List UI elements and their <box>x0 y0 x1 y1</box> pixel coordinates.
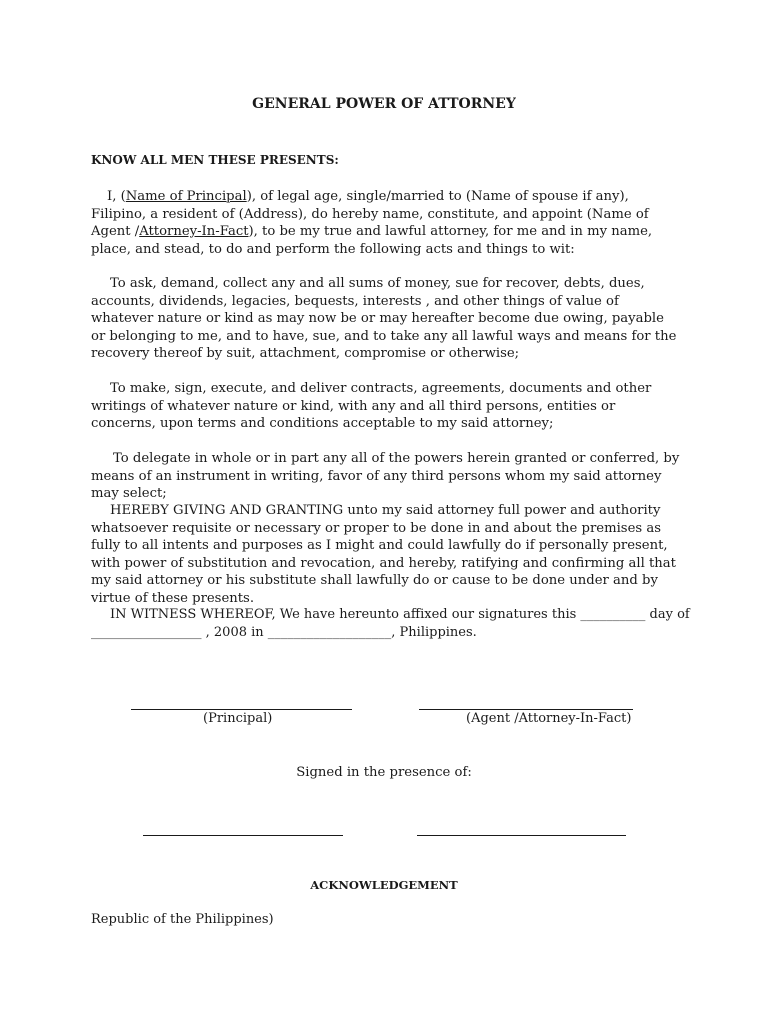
agent-signature-line <box>419 709 633 710</box>
paragraph-delegate: To delegate in whole or in part any all of the powers herein granted or conferred, by means of an instrument in writing, favor of any third persons whom my said attorney may select; <box>91 451 680 501</box>
republic-line: Republic of the Philippines) <box>91 912 274 927</box>
document-title: GENERAL POWER OF ATTORNEY <box>252 96 516 112</box>
opening-heading: KNOW ALL MEN THESE PRESENTS: <box>91 153 339 167</box>
principal-caption: (Principal) <box>203 711 273 726</box>
witness-signature-line-1 <box>143 835 343 836</box>
witness-line-2: _________________ , 2008 in ___________________, Philippines. <box>91 625 477 640</box>
agent-caption: (Agent /Attorney-In-Fact) <box>466 711 632 726</box>
presence-label: Signed in the presence of: <box>296 765 472 780</box>
acknowledgement-heading: ACKNOWLEDGEMENT <box>310 878 458 892</box>
attorney-in-fact-field: Attorney-In-Fact <box>139 224 249 239</box>
witness-line-1: IN WITNESS WHEREOF, We have hereunto affixed our signatures this __________ day of <box>110 607 690 622</box>
principal-signature-line <box>131 709 352 710</box>
paragraph-appointment: I, (Name of Principal), of legal age, single/married to (Name of spouse if any), Filipino, a resident of (Address), do hereby name, constitute, and appoint (Name of Agent /Attorney-In-Fact), to be my true and lawful attorney, for me and in my name, place, and stead, to do and perform the following acts and things to wit: <box>91 189 653 257</box>
paragraph-collect-money: To ask, demand, collect any and all sums of money, sue for recover, debts, dues, accounts, dividends, legacies, bequests, interests , and other things of value of whatever nature or kind as may now be or may hereafter become due owing, payable or belonging to me, and to have, sue, and to take any all lawful ways and means for the recovery thereof by suit, attachment, compromise or otherwise; <box>91 276 677 361</box>
paragraph-contracts: To make, sign, execute, and deliver contracts, agreements, documents and other writings of whatever nature or kind, with any and all third persons, entities or concerns, upon terms and conditions acceptable to my said attorney; <box>91 381 652 431</box>
name-of-principal-field: Name of Principal <box>125 189 247 204</box>
paragraph-granting: HEREBY GIVING AND GRANTING unto my said attorney full power and authority whatsoever requisite or necessary or proper to be done in and about the premises as fully to all intents and purposes as I might and could lawfully do if personally present, with power of substitution and revocation, and hereby, ratifying and confirming all that my said attorney or his substitute shall lawfully do or cause to be done under and by virtue of these presents. <box>91 503 676 606</box>
witness-signature-line-2 <box>417 835 626 836</box>
